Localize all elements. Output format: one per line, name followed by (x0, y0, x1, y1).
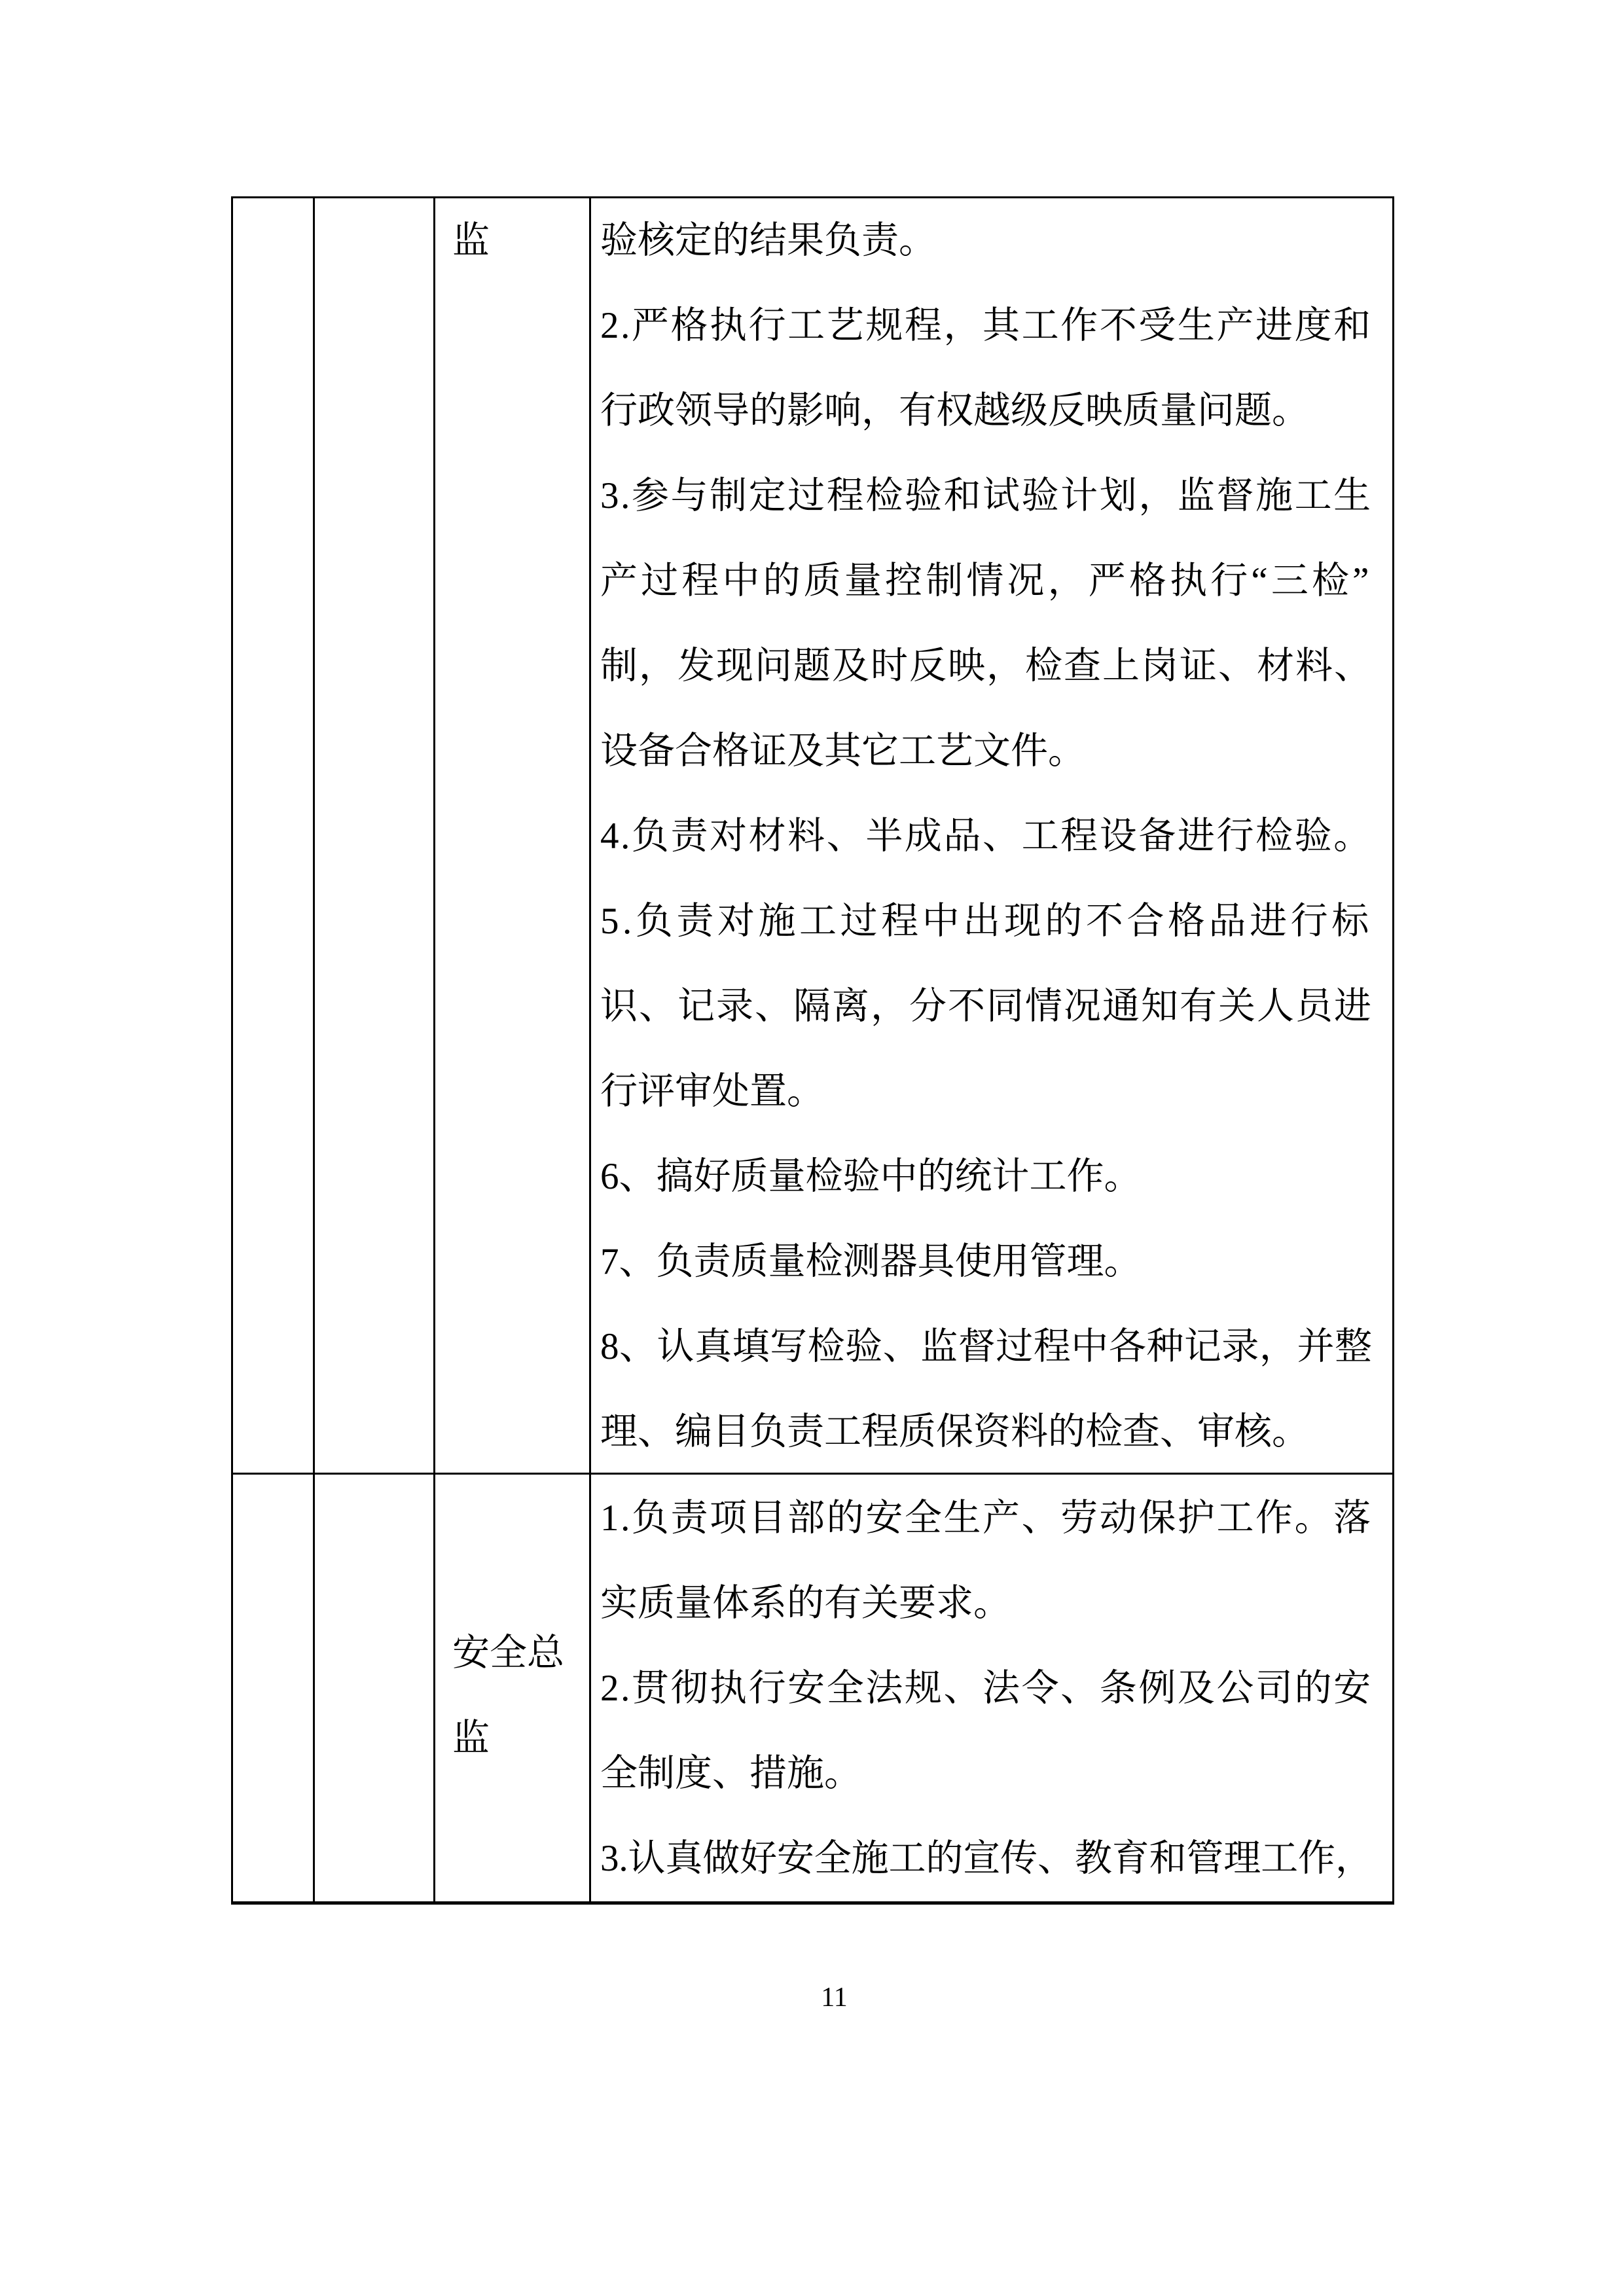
duty-line: 理、编目负责工程质保资料的检查、审核。 (600, 1411, 1309, 1452)
role-cell-row1 (435, 198, 591, 1475)
duty-line: 产过程中的质量控制情况，严格执行“三检” (600, 560, 1373, 601)
role-cell-row2 (435, 1475, 591, 1901)
duty-line: 6、搞好质量检验中的统计工作。 (600, 1156, 1142, 1197)
duty-line: 7、负责质量检测器具使用管理。 (600, 1241, 1142, 1282)
responsibilities-table (231, 196, 1394, 1905)
table-cell-empty-4 (315, 1475, 435, 1901)
duty-line: 4.负责对材料、半成品、工程设备进行检验。 (600, 816, 1373, 857)
duty-line: 行政领导的影响，有权越级反映质量问题。 (600, 390, 1309, 431)
role-label: 安全总 (452, 1632, 564, 1674)
table-cell-empty-3 (233, 1475, 315, 1901)
duty-line: 设备合格证及其它工艺文件。 (600, 730, 1085, 772)
duty-line: 全制度、措施。 (600, 1753, 861, 1794)
role-label: 监 (452, 220, 490, 261)
duty-line: 实质量体系的有关要求。 (600, 1583, 1011, 1624)
duty-line: 5.负责对施工过程中出现的不合格品进行标 (600, 901, 1373, 942)
duty-line: 8、认真填写检验、监督过程中各种记录，并整 (600, 1326, 1373, 1367)
page-number: 11 (821, 1982, 848, 2013)
duty-line: 1.负责项目部的安全生产、劳动保护工作。落 (600, 1498, 1373, 1539)
duty-line: 识、记录、隔离，分不同情况通知有关人员进 (600, 986, 1373, 1027)
table-cell-empty-2 (315, 198, 435, 1475)
duty-line: 2.严格执行工艺规程，其工作不受生产进度和 (600, 305, 1373, 346)
table-cell-empty-1 (233, 198, 315, 1475)
duty-line: 3.参与制定过程检验和试验计划，监督施工生 (600, 475, 1373, 516)
role-label: 监 (452, 1717, 490, 1759)
duty-line: 制，发现问题及时反映，检查上岗证、材料、 (600, 645, 1373, 687)
duties-cell-row1 (591, 198, 1392, 1475)
duty-line: 3.认真做好安全施工的宣传、教育和管理工作， (600, 1838, 1373, 1879)
duty-line: 2.贯彻执行安全法规、法令、条例及公司的安 (600, 1668, 1373, 1709)
duty-line: 行评审处置。 (600, 1071, 824, 1112)
duty-line: 验核定的结果负责。 (600, 220, 936, 261)
duties-cell-row2 (591, 1475, 1392, 1901)
